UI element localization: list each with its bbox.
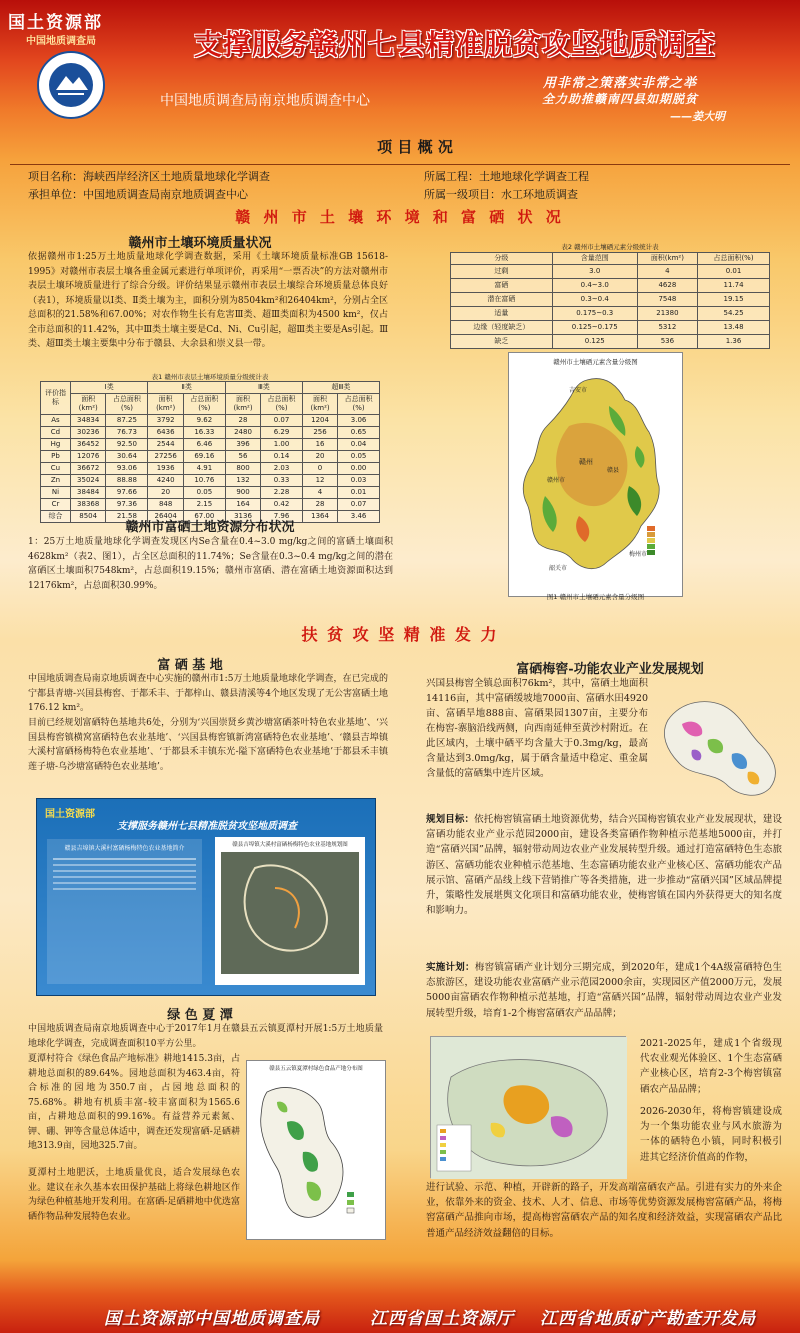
footer	[0, 1292, 800, 1333]
green-title: 绿 色 夏 潭	[167, 1008, 233, 1023]
table2-row	[451, 335, 770, 349]
green-text-3: 夏潭村土地肥沃，土地质量优良，适合发展绿色农业。建议在永久基本农田保护基础上将绿色耕地区作为绿色种植基地开发利用。在富硒-足硒耕地中优选富硒作物品种发展特色农业。	[28, 1168, 240, 1222]
org-sub: 中国地质调查局	[26, 36, 96, 47]
svg-text:赣州: 赣州	[579, 458, 593, 466]
table1-cell: 0.07	[261, 415, 303, 427]
table2-cell: 0.175~0.3	[552, 307, 637, 321]
table1-indicator-cell: As	[41, 415, 71, 427]
table2-cell: 0.125	[552, 335, 637, 349]
table2-cell: 536	[637, 335, 697, 349]
table1-cell: 2480	[225, 427, 260, 439]
table1-cell: 6436	[148, 427, 184, 439]
table1-cell: 3.46	[338, 511, 380, 523]
phase-3-rest: 进行试验、示范、种植，开辟新的路子，开发高端富硒农产品。引进有实力的外来企业，依靠外来的资金、技术、人才、信息、市场等优势资源发展梅窖富硒产品，将梅窖富硒产品推向市场，提高梅窖富硒农产品的知名度和经济效益，实现富硒农产品比普通产品经济效益翻倍的目标。	[426, 1182, 782, 1239]
svg-text:吉安市: 吉安市	[569, 387, 588, 394]
table2-cell: 5312	[637, 321, 697, 335]
quality-text: 依据赣州市1:25万土地质量地球化学调查数据，采用《土壤环境质量标准GB 15618-1995》对赣州市表层土壤各重金属元素进行单项评价，再采用“一票否决”的方法对赣州市表层土壤环境质量进行了综合分级。评价结果显示赣州市表层土壤综合环境质量总体良好（表1），环境质量以Ⅰ类、Ⅱ类土壤为主，面积分别为8504km²和26404km²，分别占全区总面积的21.58%和67.00%；对农作物生长有危害Ⅲ类、超Ⅲ类面积为4500 km²，仅占全市总面积的11.42%，其中Ⅲ类土壤主要是Cd、Ni、Cu引起，超Ⅲ类主要是As引起。Ⅲ类、超Ⅲ类土壤主要集中分布于赣县、大余县和崇义县一带。	[28, 252, 388, 349]
table1-caption: 表1 赣州市表层土壤环境质量分级统计表	[151, 373, 269, 381]
table1-cell: 1364	[302, 511, 337, 523]
table1-cell: 20	[302, 451, 337, 463]
poverty-heading: 扶 贫 攻 坚 精 准 发 力	[301, 625, 499, 644]
table2-cell: 0.01	[698, 265, 770, 279]
table1-cell: 20	[148, 487, 184, 499]
table2-cell: 3.0	[552, 265, 637, 279]
table1-cell: 88.88	[106, 475, 148, 487]
table1-cell: 38368	[70, 499, 106, 511]
table1-cell: 132	[225, 475, 260, 487]
table2-cell: 4628	[637, 279, 697, 293]
plan-intro: 兴国县梅窖全镇总面积76km²，其中，富硒土地面积14116亩，其中富硒缓坡地7000亩、富硒水田4920亩、富硒旱地888亩、富硒果园1307亩，主要分布在梅窖-寨脑沿线两侧，向西南延伸至黄沙村附近。在此区域内，土壤中硒平均含量大于0.3mg/kg，最高含量达到3.0mg/kg，属于硒含量适中稳定、重金属含量低的富硒集中连片区域。	[426, 678, 648, 779]
base-text-2: 目前已经规划富硒特色基地共6处，分别为‘兴国崇贤乡黄沙塘富硒茶叶特色农业基地’、‘兴国县梅窖镇横窝富硒特色农业基地’、‘兴国县梅窖镇新湾富硒特色农业基地’、‘赣县吉埠镇大溪村富硒杨梅特色农业基地’、‘于都县禾丰镇东光-隘下富硒特色农业基地’于都县禾丰镇莲子塘-乌沙塘富硒特色农业基地’。	[28, 718, 388, 772]
table1-cell: 1.00	[261, 439, 303, 451]
table1-row	[41, 415, 380, 427]
overview-heading: 项 目 概 况	[377, 138, 453, 156]
table2-row	[451, 293, 770, 307]
selenium-map-graphic	[509, 366, 682, 586]
svg-text:赣县: 赣县	[607, 467, 620, 474]
table1-cell: 16	[302, 439, 337, 451]
svg-text:梅州市: 梅州市	[629, 551, 648, 558]
table2-row	[451, 321, 770, 335]
table1-cell: 67.00	[183, 511, 225, 523]
table1-cell: 1204	[302, 415, 337, 427]
table1-cell: 27256	[148, 451, 184, 463]
inner-poster-map: 赣县吉埠镇大溪村富硒杨梅特色农业基地规划图	[215, 837, 365, 985]
green-map-title: 赣县五云镇夏潭村绿色食品产地分布图	[269, 1066, 363, 1072]
plan-title: 富硒梅窖-功能农业产业发展规划	[516, 662, 704, 677]
table1-indicator-cell: Hg	[41, 439, 71, 451]
table1-cell: 97.36	[106, 499, 148, 511]
table1-cell: 9.62	[183, 415, 225, 427]
org-name: 国土资源部	[8, 13, 103, 33]
table1-cell: 8504	[70, 511, 106, 523]
table1-row	[41, 439, 380, 451]
table1-cell: 76.73	[106, 427, 148, 439]
table1-cell: 4	[302, 487, 337, 499]
table2-cell: 7548	[637, 293, 697, 307]
table1-cell: 0	[302, 463, 337, 475]
table1-cell: 4.91	[183, 463, 225, 475]
plan-goal: 规划目标：依托梅窖镇富硒土地资源优势，结合兴国梅窖镇农业产业发展现状，建设富硒功能农业产业示范园2000亩，建设各类富硒作物种植示范基地5000亩，并打造“富硒兴国”品牌，辐射带动周边农业产业发展转型升级。通过打造富硒特色生态旅游区、富硒功能农业种植示范基地、生态富硒功能农业产业核心区、富硒功能农产品展示馆、富硒产品线上线下营销推广等各类措施，进一步推动“富硒兴国”区域品牌提升，策略性发展堪舆文化项目和富硒功能农业，使梅窖镇在国内外获得更大的知名度和影响力。	[426, 814, 782, 917]
table1-cell: 0.05	[338, 451, 380, 463]
table1: 评价指标 Ⅰ类 Ⅱ类 Ⅲ类 超Ⅲ类 面积(km²) 占总面积(%) 面积(km²) 占总面积(%) 面积(km²) 占总面积(%) 面积(km²) 占总面积(%) As 34834 87.25 3792 9.62 28 0.07 1204 3.06 Cd 30236 76.73 6436 16.33 2480 6.29 256 0.65 Hg 36452 92.50 2544 6.46 396 1.00 16 0.04 Pb 12076 30.64 27256 69.16 56 0.14 20 0.05 Cu 36672 93.06 1936 4.91 800 2.03 0 0.00 Zn 35024 88.88 4240 10.76 132 0.33 12 0.03 Ni 38484 97.66 20 0.05 900 2.28 4 0.01 Cr 38368 97.36 848 2.15 164 0.42 28 0.07 综合 8504 21.58 26404 67.00 3136 7.96 1364 3.46	[40, 381, 380, 523]
table1-cell: 2.15	[183, 499, 225, 511]
table1-cell: 0.33	[261, 475, 303, 487]
table2-row	[451, 265, 770, 279]
table2-cell: 缺乏	[451, 335, 553, 349]
table1-cell: 256	[302, 427, 337, 439]
table2-cell: 0.125~0.175	[552, 321, 637, 335]
table1-cell: 56	[225, 451, 260, 463]
table1-cell: 848	[148, 499, 184, 511]
table2-cell: 适量	[451, 307, 553, 321]
table1-cell: 28	[225, 415, 260, 427]
se-text: 1：25万土地质量地球化学调查发现区内Se含量在0.4~3.0 mg/kg之间的富硒土壤面积4628km²（表2、图1），占全区总面积的11.74%；Se含量在0.3~0.4 mg/kg之间的潜在富硒区土壤面积7548km²，占总面积19.15%；赣州市富硒、潜在富硒土地资源面积达到12176km²，占总面积30.99%。	[28, 537, 393, 591]
center-name: 中国地质调查局南京地质调查中心	[160, 93, 370, 109]
table1-cell: 3136	[225, 511, 260, 523]
table2-body	[451, 265, 770, 349]
table1-cell: 12076	[70, 451, 106, 463]
inner-poster-text: 赣县吉埠镇大溪村富硒杨梅特色农业基地简介	[47, 839, 202, 984]
table2-cell: 21380	[637, 307, 697, 321]
table1-cell: 0.07	[338, 499, 380, 511]
green-map	[246, 1060, 386, 1240]
program: 所属工程：土地地球化学调查工程	[424, 170, 589, 183]
table1-body	[41, 415, 380, 523]
table1-cell: 21.58	[106, 511, 148, 523]
table2-row	[451, 279, 770, 293]
table1-row	[41, 451, 380, 463]
base-text-1: 中国地质调查局南京地质调查中心实施的赣州市1:5万土地质量地球化学调查，在已完成的宁都县青塘-兴国县梅窖、于都禾丰、于都梓山、赣县清溪等4个地区发现了无公害富硒土地176.12 km²。	[28, 674, 388, 713]
table2-cell: 54.25	[698, 307, 770, 321]
table1-cell: 800	[225, 463, 260, 475]
table1-indicator-cell: Pb	[41, 451, 71, 463]
table2-cell: 潜在富硒	[451, 293, 553, 307]
table1-cell: 97.66	[106, 487, 148, 499]
table1-row	[41, 475, 380, 487]
cgs-logo	[36, 50, 106, 120]
slogan-author: ——姜大明	[670, 110, 725, 123]
table2-cell: 富硒	[451, 279, 553, 293]
table1-row	[41, 487, 380, 499]
plan-implementation: 实施计划：梅窖镇富硒产业计划分三期完成，到2020年，建成1个4A级富硒特色生态旅游区，建设功能农业富硒产业示范园2000余亩，实现园区产值2000万元，发展5000亩富硒农作物种植示范基地，打造“富硒兴国”品牌，辐射带动周边农业产业发展转型升级，培育1-2个梅窖富硒农产品品牌；	[426, 962, 782, 1019]
project-name: 项目名称：海峡西岸经济区土地质量地球化学调查	[28, 170, 270, 183]
table1-cell: 28	[302, 499, 337, 511]
table1-cell: 87.25	[106, 415, 148, 427]
table1-cell: 26404	[148, 511, 184, 523]
table1-cell: 0.65	[338, 427, 380, 439]
quality-title: 赣州市土壤环境质量状况	[128, 236, 272, 251]
table2-cell: 19.15	[698, 293, 770, 307]
table1-cell: 34834	[70, 415, 106, 427]
table2-cell: 4	[637, 265, 697, 279]
base-title: 富 硒 基 地	[157, 658, 223, 673]
footer-org-2: 江西省国土资源厅	[370, 1309, 514, 1329]
header	[0, 0, 800, 150]
footer-org-1: 国土资源部中国地质调查局	[104, 1309, 320, 1329]
base-poster-image	[36, 798, 376, 996]
svg-text:韶关市: 韶关市	[549, 565, 568, 572]
green-text-1: 中国地质调查局南京地质调查中心于2017年1月在赣县五云镇夏潭村开展1:5万土地质量地球化学调查，完成调查面积10平方公里。	[28, 1024, 383, 1049]
table1-cell: 92.50	[106, 439, 148, 451]
table1-cell: 6.46	[183, 439, 225, 451]
table2-cell: 11.74	[698, 279, 770, 293]
divider	[10, 164, 790, 165]
table1-cell: 1936	[148, 463, 184, 475]
table1-indicator-cell: Zn	[41, 475, 71, 487]
table1-cell: 69.16	[183, 451, 225, 463]
table1-cell: 2544	[148, 439, 184, 451]
table1-cell: 4240	[148, 475, 184, 487]
table1-cell: 10.76	[183, 475, 225, 487]
table2-row	[451, 307, 770, 321]
table2-cell: 过剩	[451, 265, 553, 279]
table1-cell: 3792	[148, 415, 184, 427]
table1-cell: 93.06	[106, 463, 148, 475]
svg-text:赣州市: 赣州市	[547, 477, 566, 484]
phase-2: 2021-2025年，建成1个省级现代农业观光体验区、1个生态富硒产业核心区，培育2-3个梅窖镇富硒农产品品牌；	[640, 1038, 782, 1095]
slogan-1: 用非常之策落实非常之举	[542, 76, 697, 91]
industrial-plan-map	[430, 1036, 626, 1178]
table1-indicator-cell: 综合	[41, 511, 71, 523]
table1-cell: 0.14	[261, 451, 303, 463]
se-title: 赣州市富硒土地资源分布状况	[125, 520, 295, 535]
table1-row	[41, 427, 380, 439]
table2-caption: 表2 赣州市土壤硒元素分级统计表	[561, 243, 659, 251]
slogan-2: 全力助推赣南四县如期脱贫	[541, 92, 698, 106]
table1-cell: 0.42	[261, 499, 303, 511]
table1-cell: 0.03	[338, 475, 380, 487]
table1-cell: 396	[225, 439, 260, 451]
table1-cell: 6.29	[261, 427, 303, 439]
table1-cell: 7.96	[261, 511, 303, 523]
table1-indicator-cell: Cu	[41, 463, 71, 475]
table1-cell: 16.33	[183, 427, 225, 439]
table2-cell: 0.3~0.4	[552, 293, 637, 307]
table2-cell: 0.4~3.0	[552, 279, 637, 293]
table1-cell: 900	[225, 487, 260, 499]
table2-cell: 1.36	[698, 335, 770, 349]
table1-row	[41, 499, 380, 511]
table1-row	[41, 463, 380, 475]
meijiao-map	[652, 680, 792, 808]
table1-cell: 36672	[70, 463, 106, 475]
soil-heading: 赣 州 市 土 壤 环 境 和 富 硒 状 况	[235, 208, 565, 226]
table2: 分级 含量范围 面积(km²) 占总面积(%) 过剩 3.0 4 0.01 富硒 0.4~3.0 4628 11.74 潜在富硒 0.3~0.4 7548 19.15 适量 0.175~0.3 21380 54.25 边缘（轻度缺乏） 0.125~0.175 5312 13.48 缺乏 0.125 536 1.36	[450, 252, 770, 349]
green-text-2: 夏潭村符合《绿色食品产地标准》耕地1415.3亩，占耕地总面积的89.64%。园地总面积为463.4亩，符合标准的园地为350.7亩，占园地总面积的75.68%。耕地有机质丰富-较丰富面积为1565.6亩，占耕地总面积的99.16%。有益营养元素氮、钾、硼、钾等含量总体适中，调查还发现富硒-足硒耕地313.9亩，园地325.7亩。	[28, 1054, 240, 1151]
table1-cell: 164	[225, 499, 260, 511]
table1-cell: 0.01	[338, 487, 380, 499]
unit: 承担单位：中国地质调查局南京地质调查中心	[28, 188, 248, 201]
table1-cell: 3.06	[338, 415, 380, 427]
table1-indicator-cell: Cd	[41, 427, 71, 439]
top-project: 所属一级项目：水工环地质调查	[424, 188, 578, 201]
selenium-map	[508, 352, 683, 601]
map-title: 赣州市土壤硒元素含量分级图	[553, 358, 638, 366]
table2-cell: 13.48	[698, 321, 770, 335]
table2-cell: 边缘（轻度缺乏）	[451, 321, 553, 335]
table1-cell: 2.28	[261, 487, 303, 499]
figure1-caption: 图1 赣州市土壤硒元素含量分级图	[546, 593, 645, 601]
inner-poster-title: 支撑服务赣州七县精准脱贫攻坚地质调查	[117, 821, 297, 832]
phase-3-intro: 2026-2030年，将梅窖镇建设成为一个集功能农业与风水旅游为一体的硒特色小镇，同时积极引进其它经济价值高的作物，	[640, 1106, 782, 1163]
table1-cell: 38484	[70, 487, 106, 499]
table1-cell: 30236	[70, 427, 106, 439]
main-title: 支撑服务赣州七县精准脱贫攻坚地质调查	[193, 28, 716, 61]
footer-org-3: 江西省地质矿产勘查开发局	[540, 1309, 756, 1329]
table1-indicator-cell: Cr	[41, 499, 71, 511]
table1-cell: 35024	[70, 475, 106, 487]
table1-cell: 2.03	[261, 463, 303, 475]
table1-cell: 0.00	[338, 463, 380, 475]
table1-cell: 30.64	[106, 451, 148, 463]
table1-cell: 0.05	[183, 487, 225, 499]
table1-indicator-cell: Ni	[41, 487, 71, 499]
table1-cell: 0.04	[338, 439, 380, 451]
inner-poster-org: 国土资源部	[45, 809, 95, 820]
table1-cell: 36452	[70, 439, 106, 451]
table1-cell: 12	[302, 475, 337, 487]
